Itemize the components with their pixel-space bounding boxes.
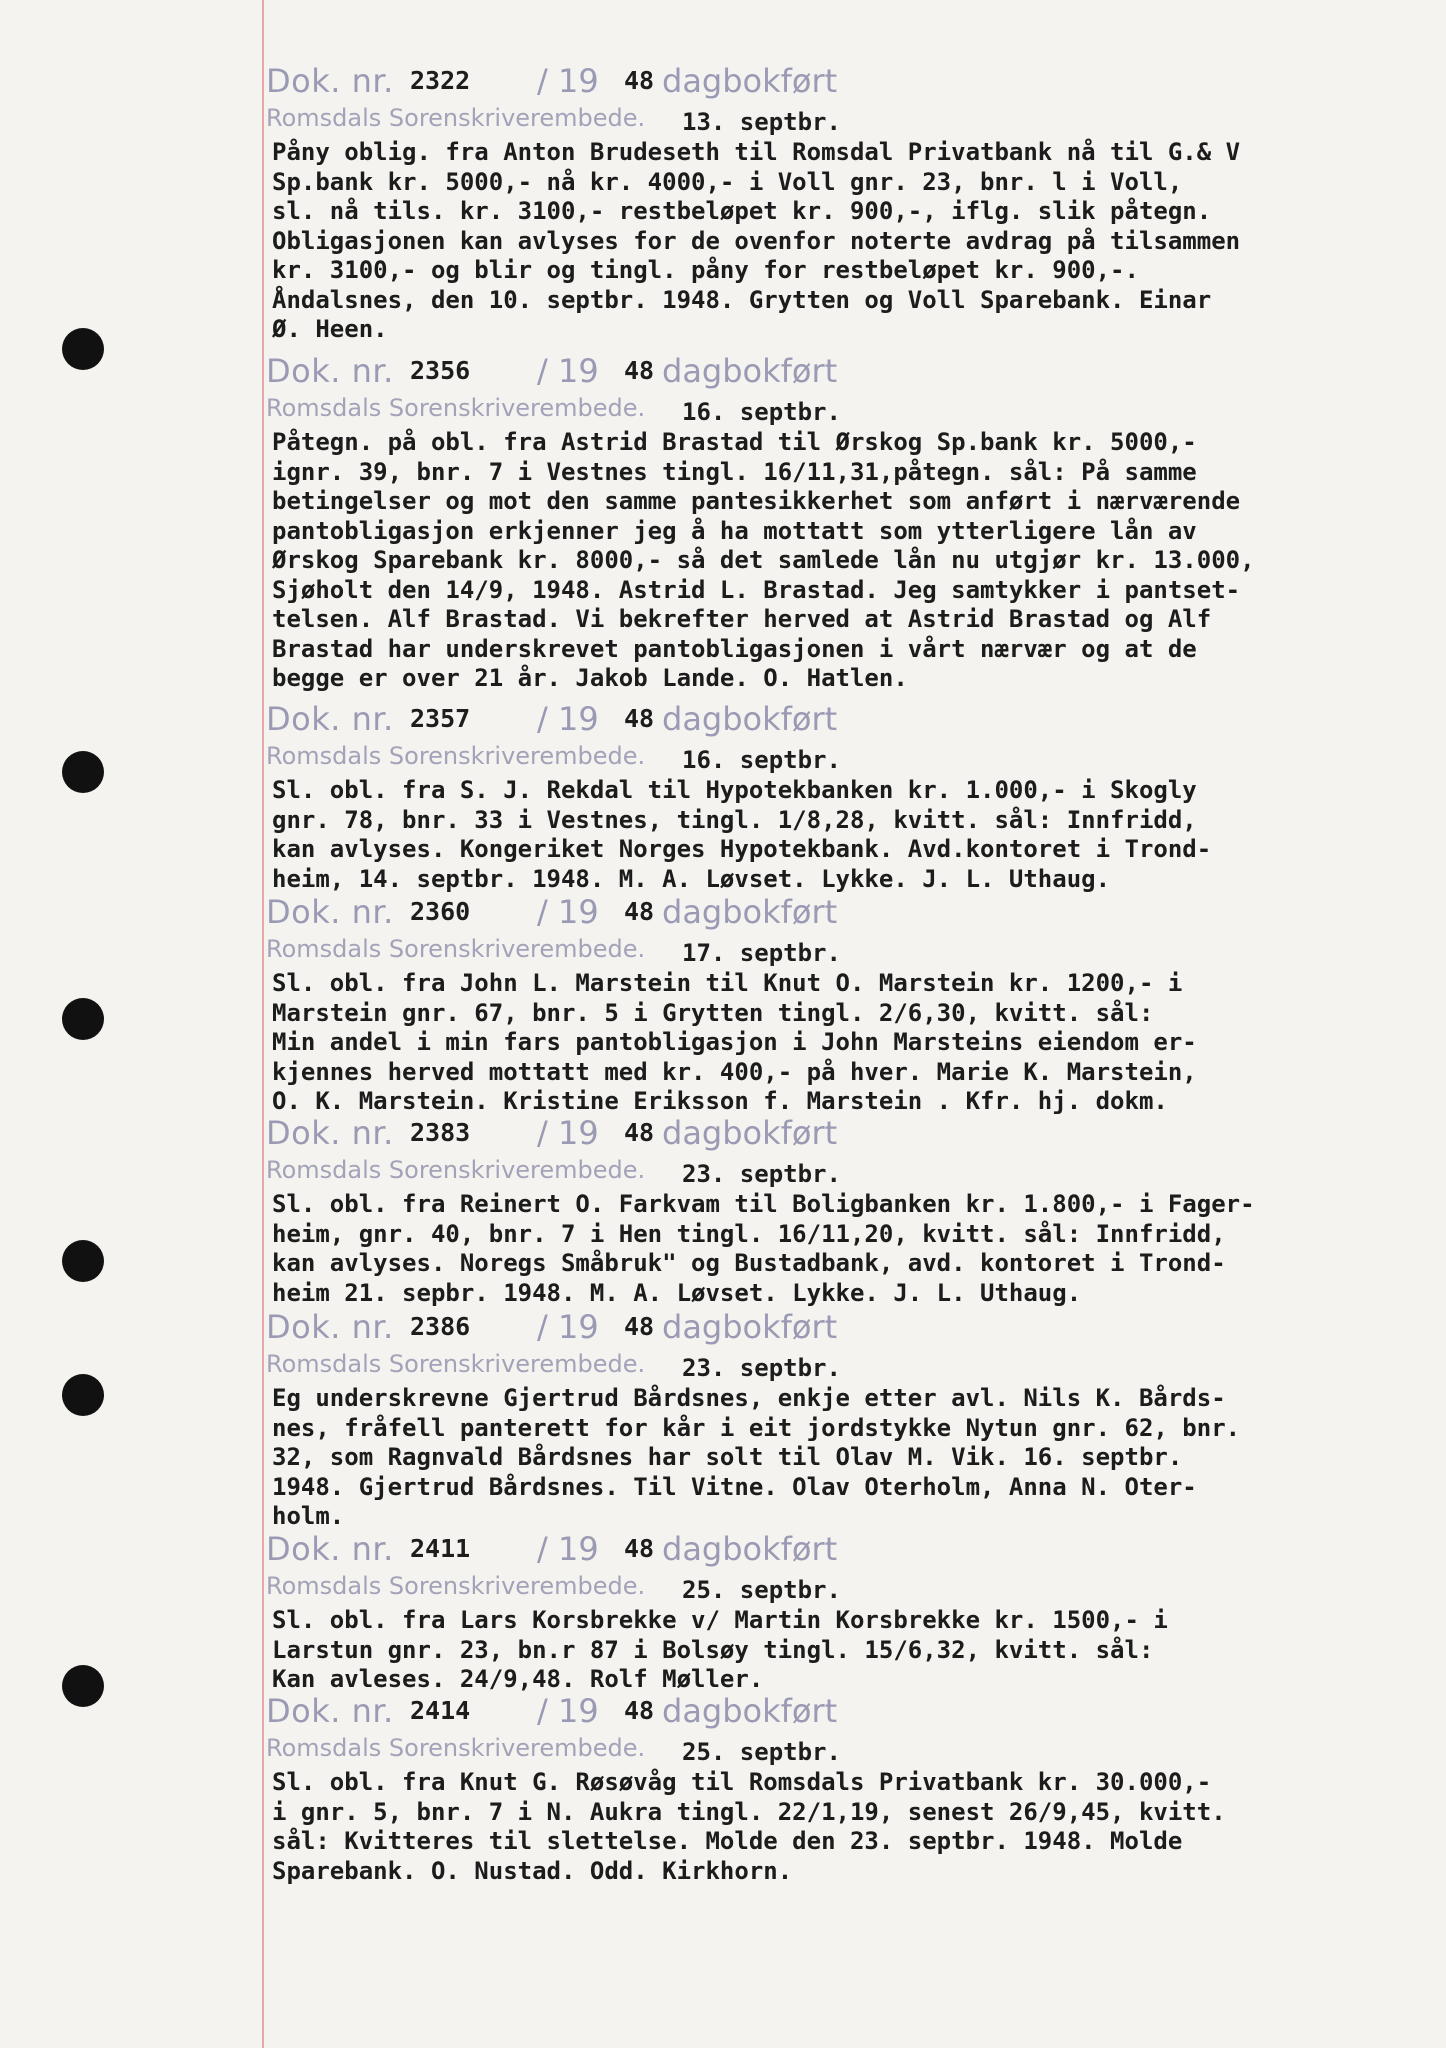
document-number: 2356 xyxy=(410,356,471,385)
entry-date: 16. septbr. xyxy=(682,398,841,426)
ledger-entry xyxy=(262,893,1432,1117)
stamp-year-prefix: / 19 xyxy=(537,1114,599,1152)
punch-hole xyxy=(62,751,104,793)
entry-text: Sl. obl. fra Lars Korsbrekke v/ Martin Korsbrekke kr. 1500,- i Larstun gnr. 23, bn.r 87 i Bolsøy tingl. 15/6,32, kvitt. sål: Kan avleses. 24/9,48. Rolf Møller. xyxy=(272,1606,1168,1693)
entry-stamp xyxy=(262,1308,1432,1348)
stamp-office-label: Romsdals Sorenskriverembede. xyxy=(266,394,646,422)
entry-text: Sl. obl. fra Reinert O. Farkvam til Boligbanken kr. 1.800,- i Fager- heim, gnr. 40, bnr. 7 i Hen tingl. 16/11,20, kvitt. sål: Innfridd, kan avlyses. Noregs Småbruk" og Bustadbank, avd. kontoret i Trond- heim 21. sepbr. 1948. M. A. Løvset. Lykke. J. L. Uthaug. xyxy=(272,1190,1255,1307)
stamp-dagbok-label: dagbokført xyxy=(662,62,838,100)
ledger-entry xyxy=(262,1308,1432,1532)
stamp-dagbok-label: dagbokført xyxy=(662,1530,838,1568)
document-number: 2360 xyxy=(410,897,471,926)
document-year: 48 xyxy=(624,66,655,95)
stamp-year-prefix: / 19 xyxy=(537,1308,599,1346)
document-number: 2386 xyxy=(410,1312,471,1341)
entry-text: Eg underskrevne Gjertrud Bårdsnes, enkje etter avl. Nils K. Bårds- nes, fråfell panterett for kår i eit jordstykke Nytun gnr. 62, bnr. 32, som Ragnvald Bårdsnes har solt til Olav M. Vik. 16. septbr. 1948. Gjertrud Bårdsnes. Til Vitne. Olav Oterholm, Anna N. Oter- holm. xyxy=(272,1384,1241,1530)
entry-stamp xyxy=(262,1530,1432,1570)
document-number: 2322 xyxy=(410,66,471,95)
document-year: 48 xyxy=(624,704,655,733)
stamp-dagbok-label: dagbokført xyxy=(662,700,838,738)
document-year: 48 xyxy=(624,356,655,385)
entry-date: 25. septbr. xyxy=(682,1738,841,1766)
entry-stamp xyxy=(262,893,1432,933)
stamp-year-prefix: / 19 xyxy=(537,62,599,100)
ledger-entry xyxy=(262,1530,1432,1695)
entry-date: 17. septbr. xyxy=(682,939,841,967)
stamp-year-prefix: / 19 xyxy=(537,1692,599,1730)
entry-stamp xyxy=(262,352,1432,392)
stamp-dok-label: Dok. nr. xyxy=(266,62,394,100)
stamp-dok-label: Dok. nr. xyxy=(266,1692,394,1730)
entry-text: Sl. obl. fra S. J. Rekdal til Hypotekbanken kr. 1.000,- i Skogly gnr. 78, bnr. 33 i Vestnes, tingl. 1/8,28, kvitt. sål: Innfridd, kan avlyses. Kongeriket Norges Hypotekbank. Avd.kontoret i Trond- heim, 14. septbr. 1948. M. A. Løvset. Lykke. J. L. Uthaug. xyxy=(272,776,1212,893)
stamp-year-prefix: / 19 xyxy=(537,893,599,931)
stamp-year-prefix: / 19 xyxy=(537,700,599,738)
stamp-office-label: Romsdals Sorenskriverembede. xyxy=(266,104,646,132)
entry-stamp xyxy=(262,62,1432,102)
entry-stamp xyxy=(262,1114,1432,1154)
ledger-entry xyxy=(262,1114,1432,1308)
entry-stamp xyxy=(262,1692,1432,1732)
ledger-entry xyxy=(262,62,1432,345)
document-year: 48 xyxy=(624,1118,655,1147)
entry-text: Sl. obl. fra John L. Marstein til Knut O. Marstein kr. 1200,- i Marstein gnr. 67, bnr. 5 i Grytten tingl. 2/6,30, kvitt. sål: Min andel i min fars pantobligasjon i John Marsteins eiendom er- kjennes herved mottatt med kr. 400,- på hver. Marie K. Marstein, O. K. Marstein. Kristine Eriksson f. Marstein . Kfr. hj. dokm. xyxy=(272,969,1197,1115)
stamp-year-prefix: / 19 xyxy=(537,1530,599,1568)
document-year: 48 xyxy=(624,1696,655,1725)
stamp-dok-label: Dok. nr. xyxy=(266,1308,394,1346)
stamp-office-label: Romsdals Sorenskriverembede. xyxy=(266,935,646,963)
stamp-office-label: Romsdals Sorenskriverembede. xyxy=(266,1572,646,1600)
stamp-dok-label: Dok. nr. xyxy=(266,700,394,738)
entry-date: 23. septbr. xyxy=(682,1354,841,1382)
stamp-year-prefix: / 19 xyxy=(537,352,599,390)
stamp-dok-label: Dok. nr. xyxy=(266,1114,394,1152)
document-year: 48 xyxy=(624,1312,655,1341)
punch-hole xyxy=(62,1665,104,1707)
stamp-office-label: Romsdals Sorenskriverembede. xyxy=(266,742,646,770)
stamp-dok-label: Dok. nr. xyxy=(266,893,394,931)
entry-date: 13. septbr. xyxy=(682,108,841,136)
stamp-dok-label: Dok. nr. xyxy=(266,352,394,390)
entry-text: Påny oblig. fra Anton Brudeseth til Romsdal Privatbank nå til G.& V Sp.bank kr. 5000,- nå kr. 4000,- i Voll gnr. 23, bnr. l i Voll, sl. nå tils. kr. 3100,- restbeløpet kr. 900,-, iflg. slik påtegn. Obligasjonen kan avlyses for de ovenfor noterte avdrag på tilsammen kr. 3100,- og blir og tingl. påny for restbeløpet kr. 900,-. Åndalsnes, den 10. septbr. 1948. Grytten og Voll Sparebank. Einar Ø. Heen. xyxy=(272,138,1241,343)
ledger-entry xyxy=(262,1692,1432,1886)
punch-hole xyxy=(62,1240,104,1282)
document-number: 2357 xyxy=(410,704,471,733)
entry-date: 23. septbr. xyxy=(682,1160,841,1188)
ledger-entry xyxy=(262,700,1432,894)
document-number: 2411 xyxy=(410,1534,471,1563)
entry-date: 25. septbr. xyxy=(682,1576,841,1604)
document-year: 48 xyxy=(624,897,655,926)
ledger-entry xyxy=(262,352,1432,694)
punch-hole xyxy=(62,328,104,370)
stamp-dagbok-label: dagbokført xyxy=(662,1114,838,1152)
punch-hole xyxy=(62,998,104,1040)
entry-date: 16. septbr. xyxy=(682,746,841,774)
stamp-office-label: Romsdals Sorenskriverembede. xyxy=(266,1156,646,1184)
entry-text: Påtegn. på obl. fra Astrid Brastad til Ørskog Sp.bank kr. 5000,- ignr. 39, bnr. 7 i Vestnes tingl. 16/11,31,påtegn. sål: På samme betingelser og mot den samme pantesikkerhet som anført i nærværende pantobligasjon erkjenner jeg å ha mottatt som ytterligere lån av Ørskog Sparebank kr. 8000,- så det samlede lån nu utgjør kr. 13.000, Sjøholt den 14/9, 1948. Astrid L. Brastad. Jeg samtykker i pantset- telsen. Alf Brastad. Vi bekrefter herved at Astrid Brastad og Alf Brastad har underskrevet pantobligasjonen i vårt nærvær og at de begge er over 21 år. Jakob Lande. O. Hatlen. xyxy=(272,428,1255,692)
stamp-dagbok-label: dagbokført xyxy=(662,893,838,931)
punch-hole xyxy=(62,1374,104,1416)
stamp-office-label: Romsdals Sorenskriverembede. xyxy=(266,1350,646,1378)
entry-text: Sl. obl. fra Knut G. Røsøvåg til Romsdals Privatbank kr. 30.000,- i gnr. 5, bnr. 7 i N. Aukra tingl. 22/1,19, senest 26/9,45, kvitt. sål: Kvitteres til slettelse. Molde den 23. septbr. 1948. Molde Sparebank. O. Nustad. Odd. Kirkhorn. xyxy=(272,1768,1226,1885)
stamp-dagbok-label: dagbokført xyxy=(662,352,838,390)
stamp-dok-label: Dok. nr. xyxy=(266,1530,394,1568)
stamp-dagbok-label: dagbokført xyxy=(662,1692,838,1730)
document-number: 2383 xyxy=(410,1118,471,1147)
document-year: 48 xyxy=(624,1534,655,1563)
document-number: 2414 xyxy=(410,1696,471,1725)
entry-stamp xyxy=(262,700,1432,740)
stamp-office-label: Romsdals Sorenskriverembede. xyxy=(266,1734,646,1762)
stamp-dagbok-label: dagbokført xyxy=(662,1308,838,1346)
